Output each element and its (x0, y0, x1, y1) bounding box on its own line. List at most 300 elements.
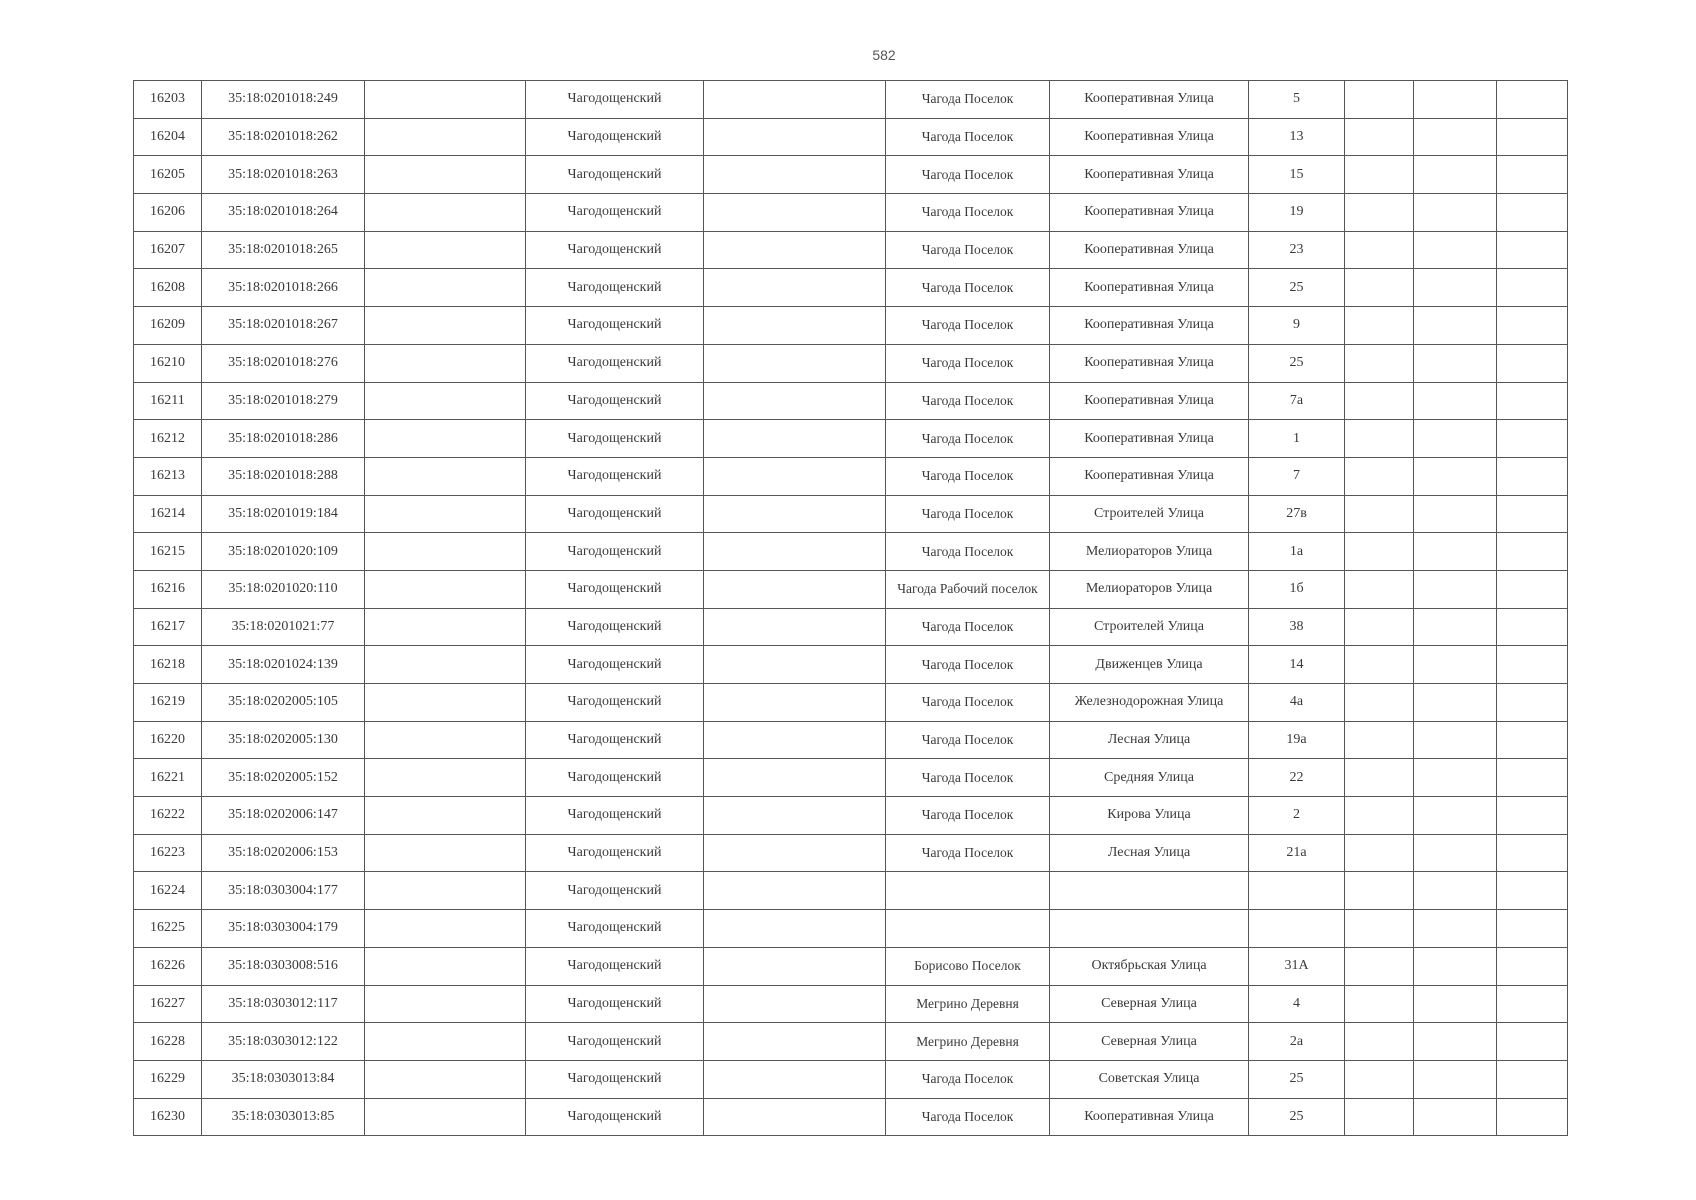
house-number-cell: 25 (1249, 1060, 1345, 1098)
record-number-cell: 16218 (134, 646, 202, 684)
street-cell: Лесная Улица (1050, 721, 1249, 759)
empty-cell (1414, 759, 1497, 797)
cadastral-number-cell: 35:18:0202005:130 (202, 721, 365, 759)
record-number-cell: 16214 (134, 495, 202, 533)
street-cell: Советская Улица (1050, 1060, 1249, 1098)
record-number-cell: 16219 (134, 684, 202, 722)
cadastral-number-cell: 35:18:0303004:179 (202, 910, 365, 948)
street-cell: Движенцев Улица (1050, 646, 1249, 684)
empty-cell (1345, 1098, 1414, 1136)
empty-cell (1497, 646, 1568, 684)
empty-cell (1497, 307, 1568, 345)
empty-cell (704, 947, 886, 985)
empty-cell (365, 382, 526, 420)
street-cell: Северная Улица (1050, 1023, 1249, 1061)
empty-cell (1414, 382, 1497, 420)
municipality-cell: Чагодощенский (526, 307, 704, 345)
empty-cell (365, 985, 526, 1023)
table-row (134, 570, 1568, 608)
empty-cell (1497, 910, 1568, 948)
record-number-cell: 16203 (134, 81, 202, 119)
empty-cell (365, 834, 526, 872)
empty-cell (1497, 81, 1568, 119)
record-number-cell: 16210 (134, 344, 202, 382)
house-number-cell: 19а (1249, 721, 1345, 759)
cadastral-number-cell: 35:18:0201024:139 (202, 646, 365, 684)
cadastral-number-cell: 35:18:0201020:109 (202, 533, 365, 571)
record-number-cell: 16224 (134, 872, 202, 910)
empty-cell (704, 1023, 886, 1061)
cadastral-number-cell: 35:18:0201018:266 (202, 269, 365, 307)
record-number-cell: 16215 (134, 533, 202, 571)
table-row (134, 985, 1568, 1023)
settlement-cell: Чагода Поселок (886, 759, 1050, 797)
empty-cell (1345, 1023, 1414, 1061)
street-cell: Октябрьская Улица (1050, 947, 1249, 985)
house-number-cell: 21а (1249, 834, 1345, 872)
empty-cell (1414, 1023, 1497, 1061)
municipality-cell: Чагодощенский (526, 872, 704, 910)
municipality-cell: Чагодощенский (526, 420, 704, 458)
empty-cell (1414, 495, 1497, 533)
settlement-cell: Чагода Рабочий поселок (886, 570, 1050, 608)
municipality-cell: Чагодощенский (526, 797, 704, 835)
empty-cell (704, 231, 886, 269)
house-number-cell: 5 (1249, 81, 1345, 119)
house-number-cell: 13 (1249, 118, 1345, 156)
house-number-cell: 15 (1249, 156, 1345, 194)
empty-cell (365, 1023, 526, 1061)
cadastral-number-cell: 35:18:0201018:249 (202, 81, 365, 119)
record-number-cell: 16222 (134, 797, 202, 835)
empty-cell (365, 570, 526, 608)
empty-cell (1414, 307, 1497, 345)
cadastral-number-cell: 35:18:0201018:262 (202, 118, 365, 156)
house-number-cell (1249, 872, 1345, 910)
house-number-cell: 7 (1249, 457, 1345, 495)
empty-cell (365, 81, 526, 119)
table-row (134, 307, 1568, 345)
settlement-cell: Чагода Поселок (886, 684, 1050, 722)
house-number-cell: 19 (1249, 194, 1345, 232)
empty-cell (1497, 721, 1568, 759)
street-cell: Кирова Улица (1050, 797, 1249, 835)
house-number-cell: 23 (1249, 231, 1345, 269)
empty-cell (365, 231, 526, 269)
empty-cell (1414, 1060, 1497, 1098)
table-row (134, 872, 1568, 910)
house-number-cell: 25 (1249, 344, 1345, 382)
empty-cell (1345, 1060, 1414, 1098)
house-number-cell: 2а (1249, 1023, 1345, 1061)
cadastral-number-cell: 35:18:0201018:279 (202, 382, 365, 420)
empty-cell (1497, 231, 1568, 269)
record-number-cell: 16206 (134, 194, 202, 232)
cadastral-number-cell: 35:18:0201018:265 (202, 231, 365, 269)
empty-cell (365, 194, 526, 232)
empty-cell (704, 646, 886, 684)
settlement-cell: Чагода Поселок (886, 457, 1050, 495)
municipality-cell: Чагодощенский (526, 910, 704, 948)
page-number: 582 (872, 47, 896, 63)
empty-cell (1414, 608, 1497, 646)
empty-cell (1497, 947, 1568, 985)
settlement-cell: Мегрино Деревня (886, 985, 1050, 1023)
house-number-cell: 31А (1249, 947, 1345, 985)
empty-cell (1497, 118, 1568, 156)
empty-cell (365, 533, 526, 571)
street-cell: Мелиораторов Улица (1050, 533, 1249, 571)
empty-cell (1497, 985, 1568, 1023)
street-cell: Средняя Улица (1050, 759, 1249, 797)
empty-cell (1414, 156, 1497, 194)
table-row (134, 344, 1568, 382)
record-number-cell: 16226 (134, 947, 202, 985)
empty-cell (1345, 947, 1414, 985)
municipality-cell: Чагодощенский (526, 269, 704, 307)
empty-cell (365, 608, 526, 646)
municipality-cell: Чагодощенский (526, 533, 704, 571)
settlement-cell: Чагода Поселок (886, 533, 1050, 571)
house-number-cell: 25 (1249, 269, 1345, 307)
empty-cell (704, 307, 886, 345)
empty-cell (704, 834, 886, 872)
settlement-cell: Чагода Поселок (886, 307, 1050, 345)
settlement-cell: Чагода Поселок (886, 646, 1050, 684)
empty-cell (1345, 156, 1414, 194)
record-number-cell: 16228 (134, 1023, 202, 1061)
empty-cell (365, 344, 526, 382)
table-row (134, 947, 1568, 985)
empty-cell (1414, 81, 1497, 119)
table-row (134, 797, 1568, 835)
table-row (134, 118, 1568, 156)
cadastral-number-cell: 35:18:0201018:276 (202, 344, 365, 382)
table-row (134, 1060, 1568, 1098)
empty-cell (1497, 420, 1568, 458)
municipality-cell: Чагодощенский (526, 156, 704, 194)
municipality-cell: Чагодощенский (526, 759, 704, 797)
empty-cell (704, 608, 886, 646)
empty-cell (704, 570, 886, 608)
empty-cell (1497, 1023, 1568, 1061)
municipality-cell: Чагодощенский (526, 947, 704, 985)
cadastral-number-cell: 35:18:0303004:177 (202, 872, 365, 910)
record-number-cell: 16225 (134, 910, 202, 948)
municipality-cell: Чагодощенский (526, 118, 704, 156)
empty-cell (704, 344, 886, 382)
empty-cell (704, 81, 886, 119)
empty-cell (1497, 797, 1568, 835)
empty-cell (365, 759, 526, 797)
cadastral-number-cell: 35:18:0202006:147 (202, 797, 365, 835)
empty-cell (1414, 985, 1497, 1023)
empty-cell (1345, 759, 1414, 797)
empty-cell (1497, 570, 1568, 608)
record-number-cell: 16221 (134, 759, 202, 797)
municipality-cell: Чагодощенский (526, 194, 704, 232)
table-row (134, 231, 1568, 269)
empty-cell (1497, 684, 1568, 722)
cadastral-number-cell: 35:18:0202005:105 (202, 684, 365, 722)
settlement-cell: Мегрино Деревня (886, 1023, 1050, 1061)
empty-cell (365, 872, 526, 910)
street-cell: Кооперативная Улица (1050, 382, 1249, 420)
table-row (134, 533, 1568, 571)
empty-cell (1414, 1098, 1497, 1136)
table-row (134, 81, 1568, 119)
empty-cell (1497, 608, 1568, 646)
empty-cell (1345, 834, 1414, 872)
house-number-cell: 1б (1249, 570, 1345, 608)
record-number-cell: 16230 (134, 1098, 202, 1136)
empty-cell (365, 118, 526, 156)
cadastral-number-cell: 35:18:0201019:184 (202, 495, 365, 533)
empty-cell (1414, 947, 1497, 985)
table-row (134, 721, 1568, 759)
empty-cell (704, 759, 886, 797)
empty-cell (1414, 872, 1497, 910)
cadastral-number-cell: 35:18:0202006:153 (202, 834, 365, 872)
empty-cell (704, 420, 886, 458)
table-row (134, 156, 1568, 194)
empty-cell (1345, 382, 1414, 420)
street-cell: Кооперативная Улица (1050, 307, 1249, 345)
empty-cell (704, 797, 886, 835)
empty-cell (1497, 533, 1568, 571)
empty-cell (704, 457, 886, 495)
municipality-cell: Чагодощенский (526, 457, 704, 495)
empty-cell (1497, 156, 1568, 194)
empty-cell (365, 420, 526, 458)
municipality-cell: Чагодощенский (526, 231, 704, 269)
empty-cell (1414, 797, 1497, 835)
empty-cell (365, 269, 526, 307)
house-number-cell: 27в (1249, 495, 1345, 533)
settlement-cell: Чагода Поселок (886, 269, 1050, 307)
record-number-cell: 16223 (134, 834, 202, 872)
empty-cell (365, 684, 526, 722)
empty-cell (1497, 495, 1568, 533)
street-cell: Кооперативная Улица (1050, 1098, 1249, 1136)
settlement-cell: Чагода Поселок (886, 495, 1050, 533)
municipality-cell: Чагодощенский (526, 985, 704, 1023)
record-number-cell: 16217 (134, 608, 202, 646)
house-number-cell: 4 (1249, 985, 1345, 1023)
table-body (134, 81, 1568, 1136)
empty-cell (1497, 457, 1568, 495)
empty-cell (704, 721, 886, 759)
empty-cell (1497, 269, 1568, 307)
street-cell: Строителей Улица (1050, 608, 1249, 646)
empty-cell (704, 985, 886, 1023)
record-number-cell: 16212 (134, 420, 202, 458)
record-number-cell: 16229 (134, 1060, 202, 1098)
table-row (134, 910, 1568, 948)
house-number-cell: 1а (1249, 533, 1345, 571)
settlement-cell: Чагода Поселок (886, 156, 1050, 194)
cadastral-number-cell: 35:18:0201018:267 (202, 307, 365, 345)
table-row (134, 269, 1568, 307)
house-number-cell: 25 (1249, 1098, 1345, 1136)
settlement-cell: Чагода Поселок (886, 344, 1050, 382)
house-number-cell: 14 (1249, 646, 1345, 684)
table-row (134, 646, 1568, 684)
empty-cell (1414, 457, 1497, 495)
empty-cell (1345, 457, 1414, 495)
settlement-cell: Чагода Поселок (886, 118, 1050, 156)
empty-cell (1414, 910, 1497, 948)
street-cell: Железнодорожная Улица (1050, 684, 1249, 722)
house-number-cell: 7а (1249, 382, 1345, 420)
municipality-cell: Чагодощенский (526, 344, 704, 382)
settlement-cell: Чагода Поселок (886, 194, 1050, 232)
empty-cell (365, 947, 526, 985)
empty-cell (365, 1060, 526, 1098)
house-number-cell: 38 (1249, 608, 1345, 646)
empty-cell (1414, 646, 1497, 684)
house-number-cell (1249, 910, 1345, 948)
cadastral-number-cell: 35:18:0201018:288 (202, 457, 365, 495)
empty-cell (1345, 985, 1414, 1023)
empty-cell (365, 156, 526, 194)
empty-cell (1497, 344, 1568, 382)
cadastral-number-cell: 35:18:0303012:122 (202, 1023, 365, 1061)
municipality-cell: Чагодощенский (526, 495, 704, 533)
cadastral-number-cell: 35:18:0303012:117 (202, 985, 365, 1023)
empty-cell (365, 307, 526, 345)
street-cell: Кооперативная Улица (1050, 194, 1249, 232)
settlement-cell: Борисово Поселок (886, 947, 1050, 985)
empty-cell (1497, 759, 1568, 797)
settlement-cell: Чагода Поселок (886, 1098, 1050, 1136)
empty-cell (1414, 834, 1497, 872)
empty-cell (704, 1060, 886, 1098)
empty-cell (1345, 81, 1414, 119)
municipality-cell: Чагодощенский (526, 1023, 704, 1061)
empty-cell (704, 269, 886, 307)
record-number-cell: 16208 (134, 269, 202, 307)
record-number-cell: 16204 (134, 118, 202, 156)
house-number-cell: 4а (1249, 684, 1345, 722)
record-number-cell: 16216 (134, 570, 202, 608)
settlement-cell (886, 910, 1050, 948)
empty-cell (1345, 910, 1414, 948)
empty-cell (1414, 269, 1497, 307)
cadastral-number-cell: 35:18:0201018:263 (202, 156, 365, 194)
municipality-cell: Чагодощенский (526, 382, 704, 420)
empty-cell (1345, 872, 1414, 910)
empty-cell (1345, 118, 1414, 156)
cadastral-number-cell: 35:18:0303013:85 (202, 1098, 365, 1136)
settlement-cell: Чагода Поселок (886, 1060, 1050, 1098)
record-number-cell: 16205 (134, 156, 202, 194)
street-cell: Кооперативная Улица (1050, 156, 1249, 194)
empty-cell (1497, 194, 1568, 232)
municipality-cell: Чагодощенский (526, 81, 704, 119)
property-register-table (133, 80, 1568, 1136)
table-row (134, 759, 1568, 797)
empty-cell (1345, 269, 1414, 307)
empty-cell (365, 1098, 526, 1136)
empty-cell (1345, 307, 1414, 345)
street-cell: Кооперативная Улица (1050, 420, 1249, 458)
house-number-cell: 22 (1249, 759, 1345, 797)
empty-cell (704, 872, 886, 910)
settlement-cell: Чагода Поселок (886, 608, 1050, 646)
empty-cell (704, 1098, 886, 1136)
empty-cell (1414, 231, 1497, 269)
municipality-cell: Чагодощенский (526, 834, 704, 872)
settlement-cell (886, 872, 1050, 910)
settlement-cell: Чагода Поселок (886, 81, 1050, 119)
empty-cell (1345, 797, 1414, 835)
street-cell: Кооперативная Улица (1050, 269, 1249, 307)
empty-cell (704, 118, 886, 156)
settlement-cell: Чагода Поселок (886, 834, 1050, 872)
empty-cell (1414, 420, 1497, 458)
record-number-cell: 16209 (134, 307, 202, 345)
empty-cell (1345, 194, 1414, 232)
record-number-cell: 16207 (134, 231, 202, 269)
street-cell: Кооперативная Улица (1050, 231, 1249, 269)
street-cell (1050, 910, 1249, 948)
street-cell: Строителей Улица (1050, 495, 1249, 533)
record-number-cell: 16211 (134, 382, 202, 420)
empty-cell (704, 684, 886, 722)
empty-cell (365, 495, 526, 533)
empty-cell (1414, 118, 1497, 156)
cadastral-number-cell: 35:18:0202005:152 (202, 759, 365, 797)
empty-cell (365, 721, 526, 759)
street-cell: Северная Улица (1050, 985, 1249, 1023)
table-row (134, 608, 1568, 646)
empty-cell (704, 382, 886, 420)
house-number-cell: 1 (1249, 420, 1345, 458)
municipality-cell: Чагодощенский (526, 721, 704, 759)
cadastral-number-cell: 35:18:0201018:286 (202, 420, 365, 458)
street-cell (1050, 872, 1249, 910)
empty-cell (1345, 495, 1414, 533)
street-cell: Кооперативная Улица (1050, 81, 1249, 119)
table-row (134, 420, 1568, 458)
cadastral-number-cell: 35:18:0201020:110 (202, 570, 365, 608)
empty-cell (365, 797, 526, 835)
empty-cell (1414, 533, 1497, 571)
cadastral-number-cell: 35:18:0303013:84 (202, 1060, 365, 1098)
table-row (134, 194, 1568, 232)
empty-cell (1345, 646, 1414, 684)
table-row (134, 684, 1568, 722)
empty-cell (1345, 721, 1414, 759)
municipality-cell: Чагодощенский (526, 1060, 704, 1098)
empty-cell (704, 156, 886, 194)
cadastral-number-cell: 35:18:0303008:516 (202, 947, 365, 985)
empty-cell (1345, 231, 1414, 269)
empty-cell (365, 910, 526, 948)
empty-cell (1345, 533, 1414, 571)
table-row (134, 1023, 1568, 1061)
table-row (134, 457, 1568, 495)
settlement-cell: Чагода Поселок (886, 721, 1050, 759)
empty-cell (1345, 420, 1414, 458)
street-cell: Кооперативная Улица (1050, 118, 1249, 156)
empty-cell (704, 194, 886, 232)
empty-cell (1497, 1060, 1568, 1098)
empty-cell (1345, 344, 1414, 382)
street-cell: Мелиораторов Улица (1050, 570, 1249, 608)
table-row (134, 382, 1568, 420)
